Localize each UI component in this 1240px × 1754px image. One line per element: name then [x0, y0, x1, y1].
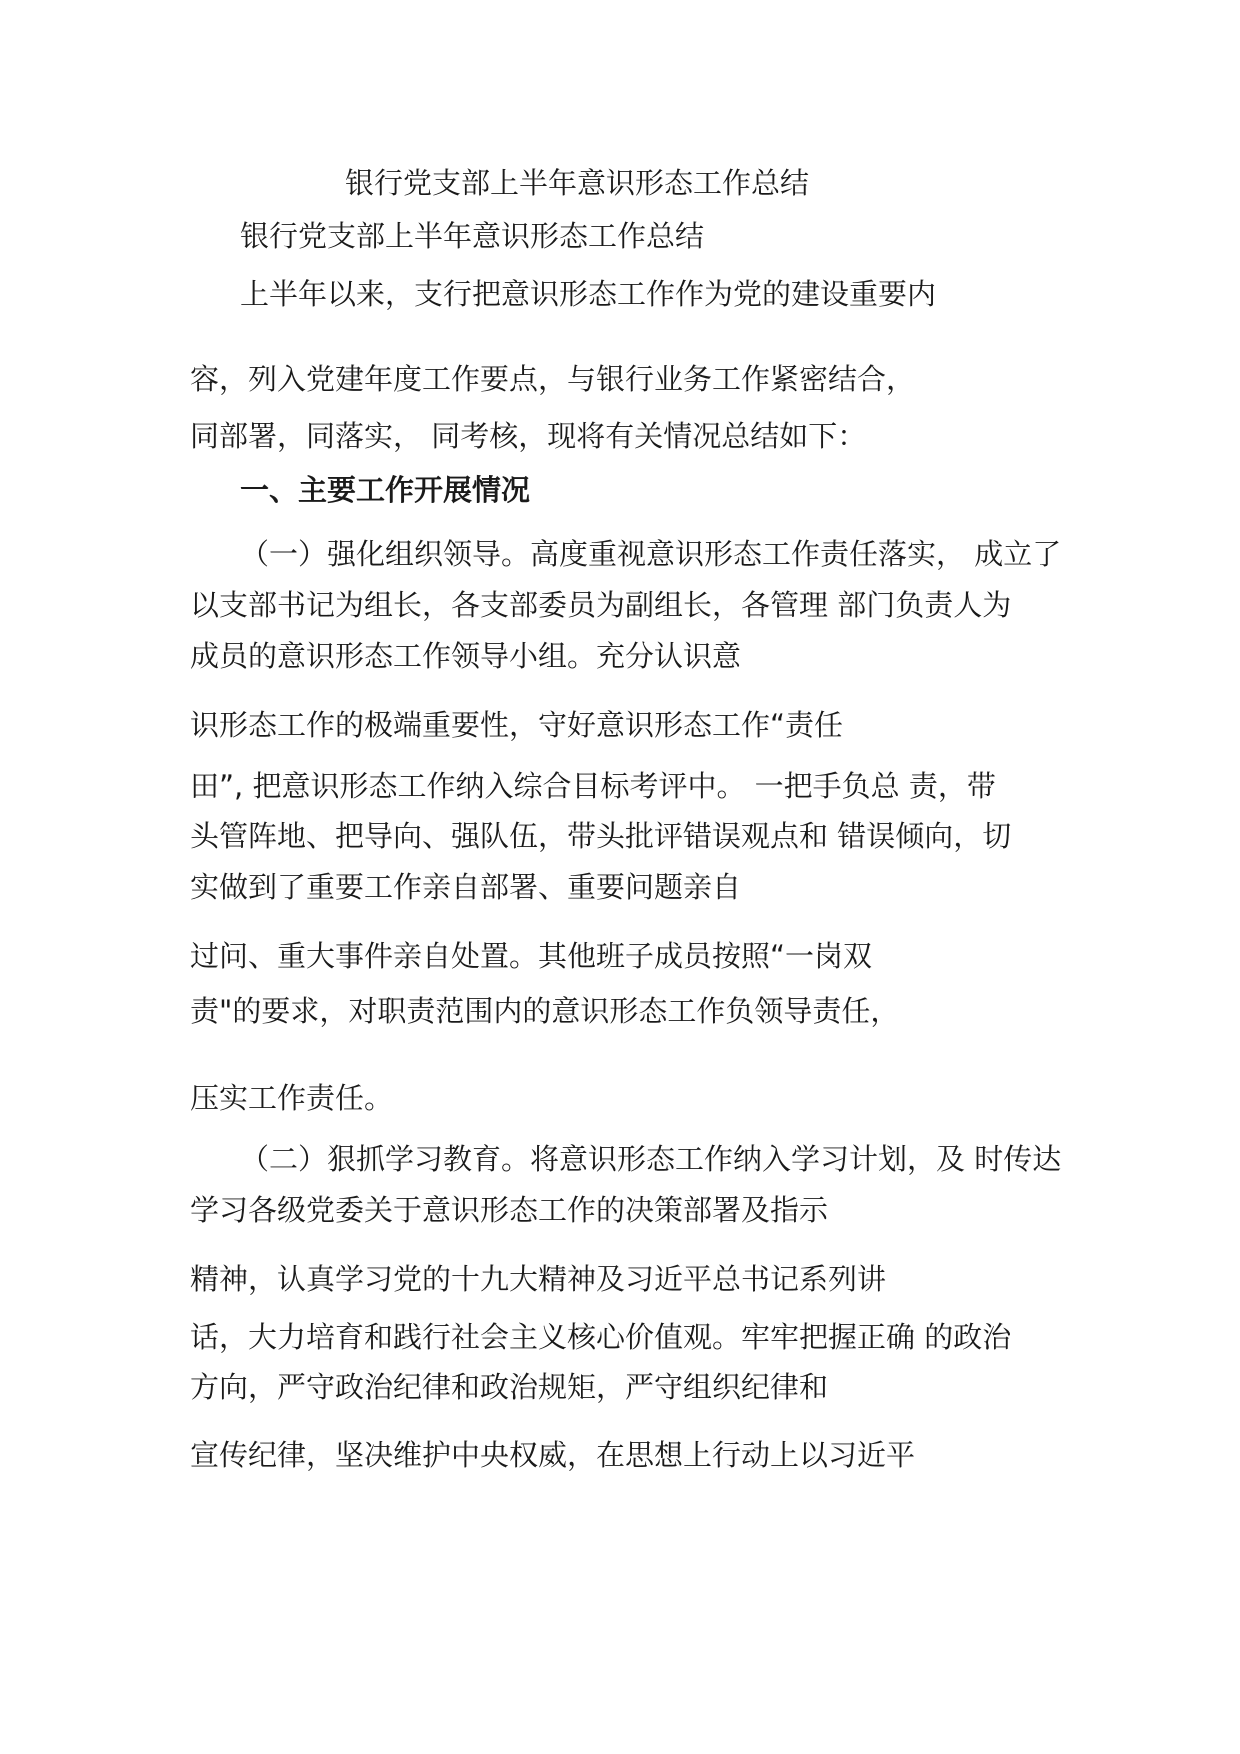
- paragraph-line: 以支部书记为组长，各支部委员为副组长，各管理 部门负责人为: [190, 588, 1012, 622]
- document-title: 银行党支部上半年意识形态工作总结: [345, 166, 810, 200]
- paragraph-line: 话，大力培育和践行社会主义核心价值观。牢牢把握正确 的政治: [190, 1320, 1012, 1354]
- paragraph-line: （一）强化组织领导。高度重视意识形态工作责任落实， 成立了: [240, 537, 1062, 571]
- paragraph-line: 过问、重大事件亲自处置。其他班子成员按照“一岗双: [190, 939, 873, 973]
- paragraph-line: 责"的要求，对职责范围内的意识形态工作负领导责任，: [190, 994, 900, 1028]
- section-heading: 一、主要工作开展情况: [240, 473, 531, 507]
- paragraph-line: 同部署，同落实， 同考核，现将有关情况总结如下：: [190, 419, 867, 453]
- paragraph-line: 宣传纪律，坚决维护中央权威，在思想上行动上以习近平: [190, 1438, 916, 1472]
- paragraph-line: 精神，认真学习党的十九大精神及习近平总书记系列讲: [190, 1262, 887, 1296]
- paragraph-line: 压实工作责任。: [190, 1081, 394, 1115]
- paragraph-line: 实做到了重要工作亲自部署、重要问题亲自: [190, 870, 742, 904]
- paragraph-line: 学习各级党委关于意识形态工作的决策部署及指示: [190, 1193, 829, 1227]
- paragraph-line: 容，列入党建年度工作要点，与银行业务工作紧密结合，: [190, 362, 916, 396]
- paragraph-line: （二）狠抓学习教育。将意识形态工作纳入学习计划，及 时传达: [240, 1142, 1062, 1176]
- paragraph-line: 成员的意识形态工作领导小组。充分认识意: [190, 639, 742, 673]
- paragraph-line: 上半年以来，支行把意识形态工作作为党的建设重要内: [240, 277, 937, 311]
- paragraph-line: 方向，严守政治纪律和政治规矩，严守组织纪律和: [190, 1370, 829, 1404]
- paragraph-line: 头管阵地、把导向、强队伍，带头批评错误观点和 错误倾向，切: [190, 819, 1012, 853]
- document-subtitle: 银行党支部上半年意识形态工作总结: [240, 219, 705, 253]
- paragraph-line: 田”, 把意识形态工作纳入综合目标考评中。 一把手负总 责，带: [190, 769, 996, 803]
- paragraph-line: 识形态工作的极端重要性，守好意识形态工作“责任: [190, 708, 844, 742]
